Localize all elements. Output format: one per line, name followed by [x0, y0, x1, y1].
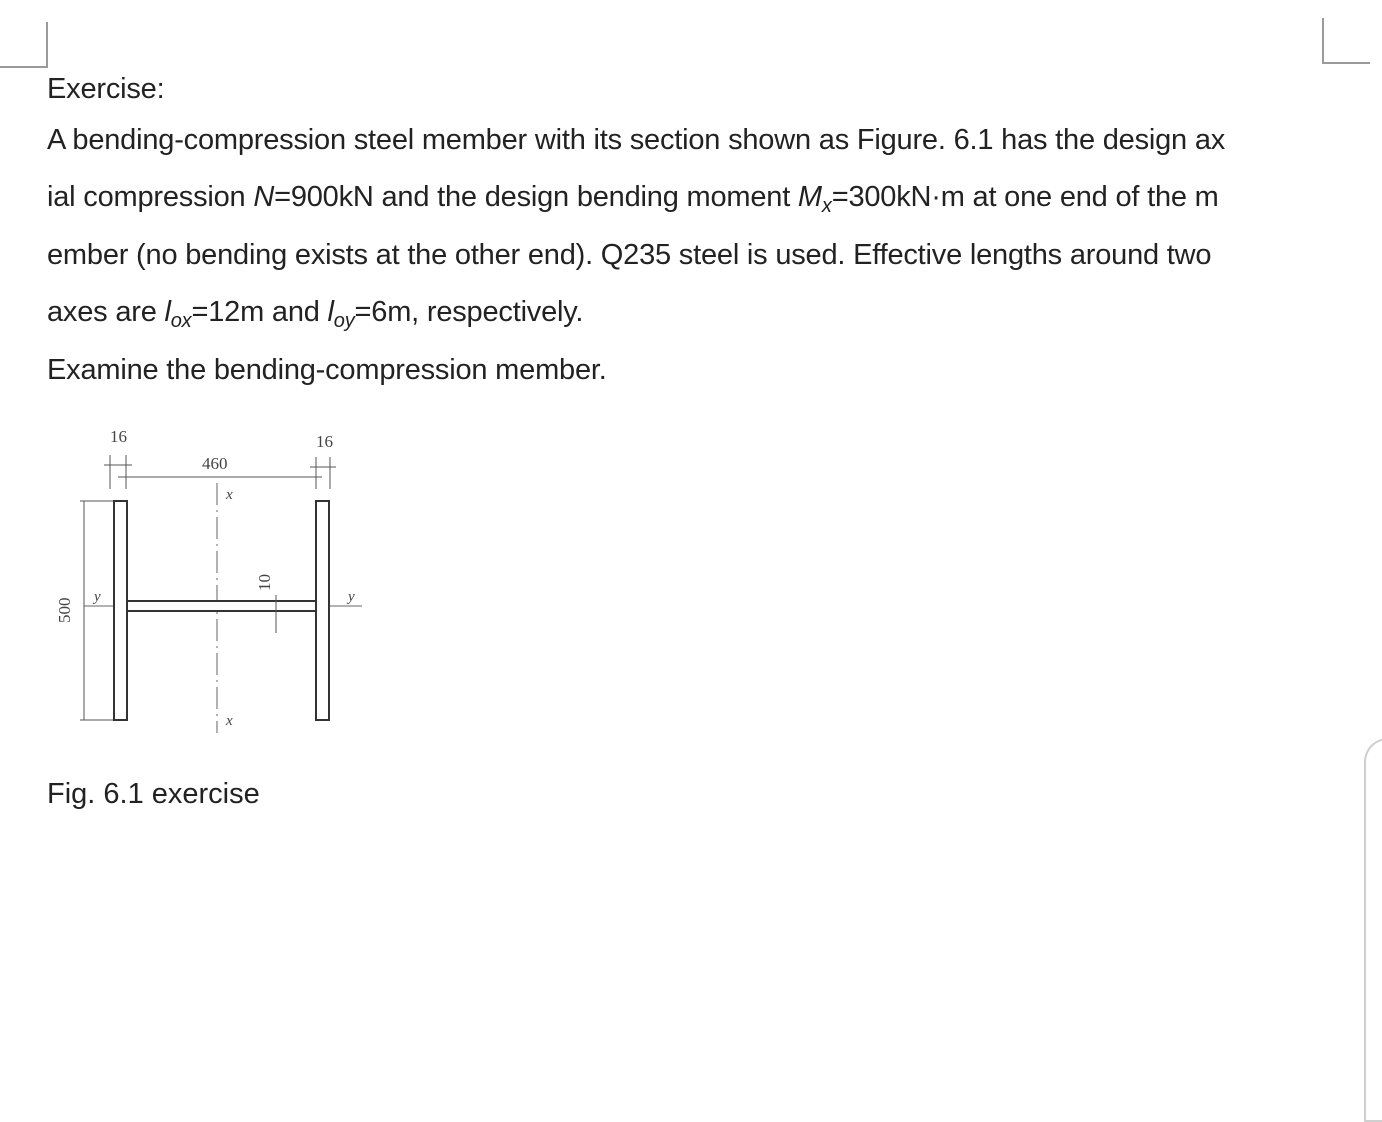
- symbol-l: l: [327, 296, 334, 328]
- text-segment: axes are: [47, 296, 165, 328]
- dim-section-height: 500: [55, 597, 74, 623]
- axis-label-y-right: y: [348, 589, 355, 605]
- text-segment: =6m, respectively.: [354, 296, 584, 328]
- figure-caption: Fig. 6.1 exercise: [47, 778, 260, 810]
- dim-section-width: 460: [202, 454, 228, 473]
- symbol-N: N: [253, 181, 275, 213]
- next-page-edge: [1364, 738, 1382, 1122]
- symbol-l: l: [164, 296, 171, 328]
- left-flange: [114, 501, 127, 720]
- page-corner-mark-top-right: [1322, 18, 1370, 64]
- text-segment: =300kN·m at one end of the m: [831, 181, 1219, 213]
- symbol-M-subscript: x: [821, 195, 832, 217]
- symbol-M: M: [797, 181, 822, 213]
- paragraph-line-1: A bending-compression steel member with its section shown as Figure. 6.1 has the design ax: [47, 124, 1226, 156]
- axis-label-x-bottom: x: [226, 713, 233, 729]
- i-section-figure: [50, 415, 380, 745]
- text-segment: =900kN and the design bending moment: [274, 181, 798, 213]
- symbol-l-subscript-oy: oy: [333, 310, 355, 332]
- paragraph-line-3: ember (no bending exists at the other end). Q235 steel is used. Effective lengths around two: [47, 239, 1212, 271]
- paragraph-line-4: [47, 294, 583, 339]
- text-segment: ial compression: [47, 181, 254, 213]
- instruction-line: Examine the bending-compression member.: [47, 354, 607, 386]
- page-corner-mark-top-left: [0, 22, 48, 68]
- symbol-l-subscript-ox: ox: [170, 310, 192, 332]
- dim-web-thickness: 10: [255, 574, 274, 591]
- axis-label-x-top: x: [226, 487, 233, 503]
- paragraph-line-2: [47, 179, 1219, 224]
- exercise-heading: Exercise:: [47, 73, 165, 105]
- text-segment: =12m and: [191, 296, 328, 328]
- web-plate: [127, 601, 316, 611]
- right-flange: [316, 501, 329, 720]
- axis-label-y-left: y: [94, 589, 101, 605]
- dim-right-flange-thickness: 16: [316, 432, 333, 451]
- dim-left-flange-thickness: 16: [110, 427, 127, 446]
